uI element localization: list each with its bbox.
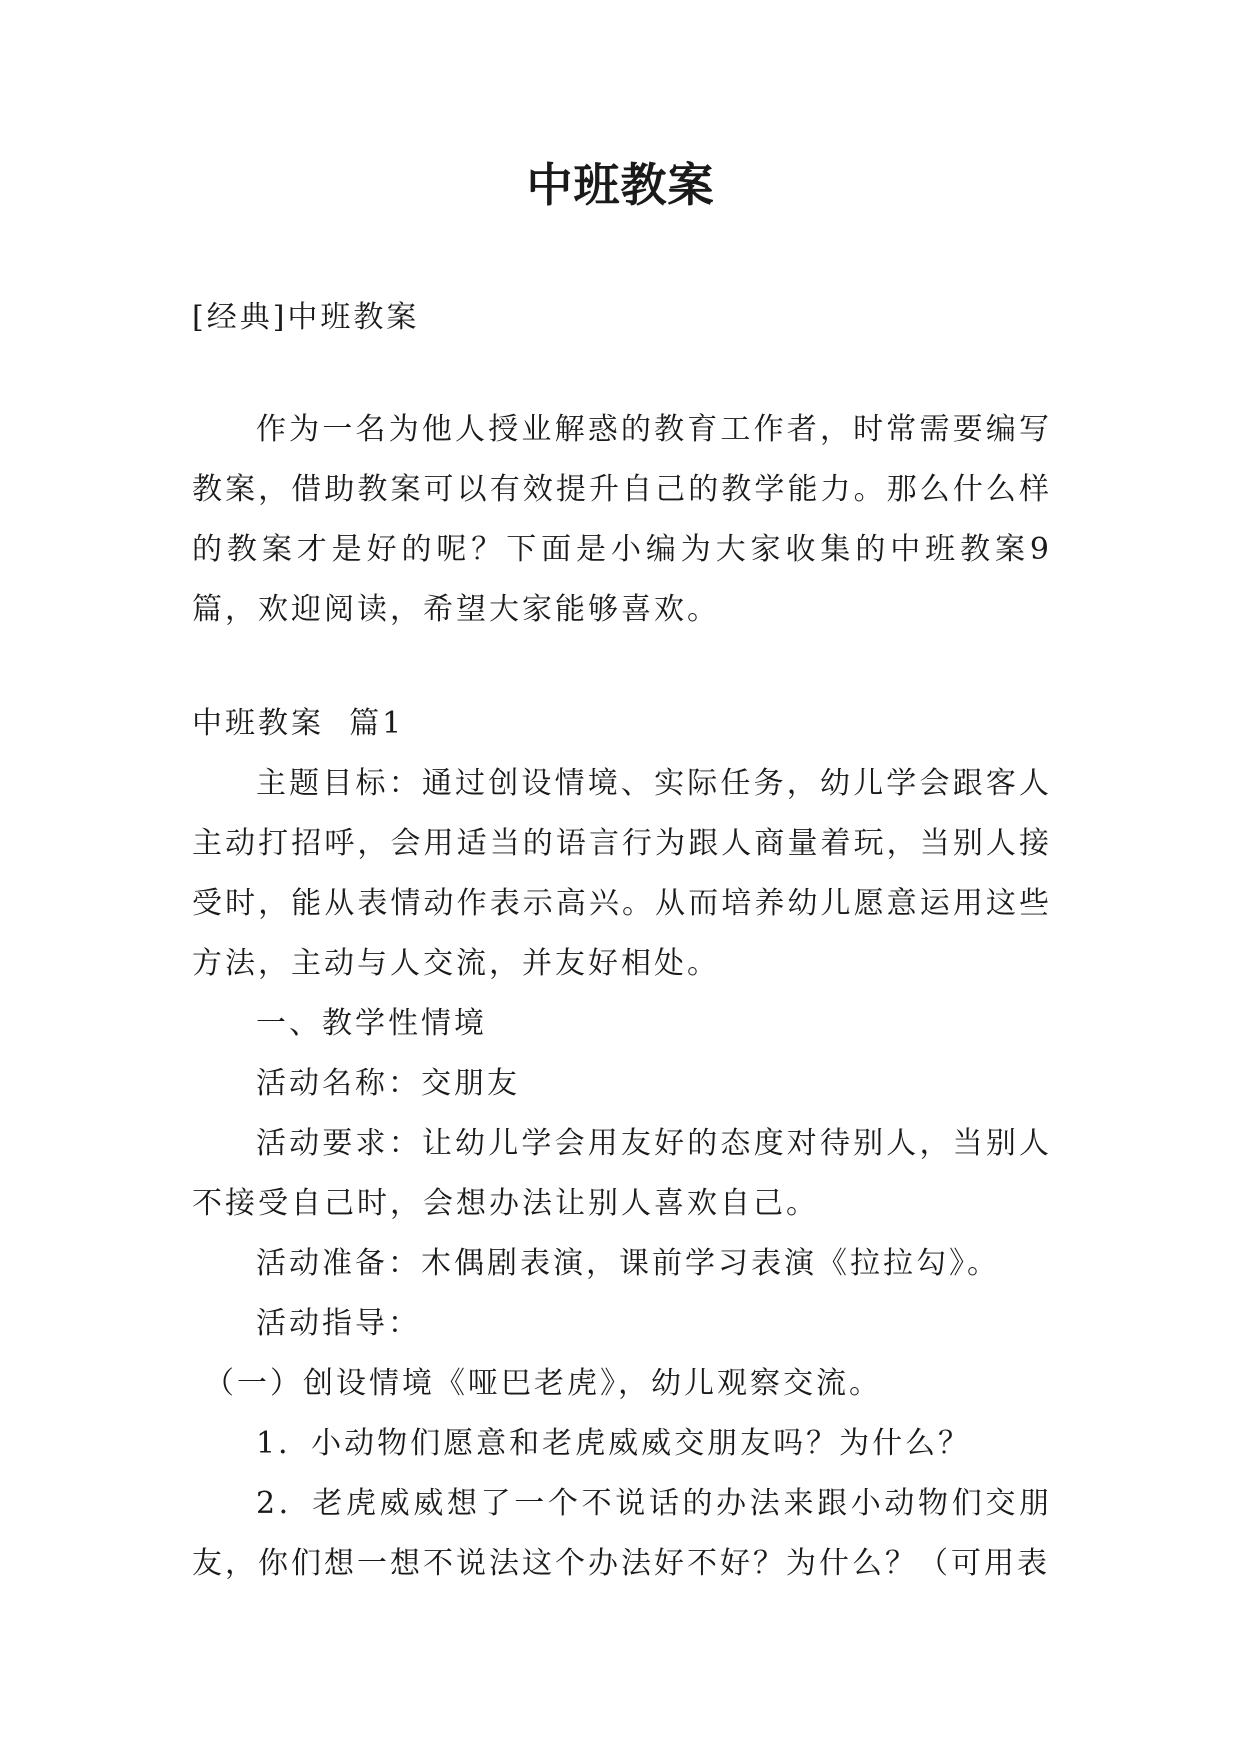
paragraph-subsection-1: （一）创设情境《哑巴老虎》，幼儿观察交流。 [204, 1366, 882, 1401]
section-heading: 中班教案 篇1 [192, 706, 405, 741]
intro-paragraph: 作为一名为他人授业解惑的教育工作者，时常需要编写教案，借助教案可以有效提升自己的教学能力。那么什么样的教案才是好的呢？下面是小编为大家收集的中班教案9篇，欢迎阅读，希望大家能够喜欢。 [192, 412, 1052, 627]
paragraph-activity-name: 活动名称：交朋友 [256, 1066, 520, 1101]
document-subtitle: [经典]中班教案 [192, 300, 420, 335]
document-title: 中班教案 [526, 158, 715, 212]
paragraph-question-1: 1．小动物们愿意和老虎威威交朋友吗？为什么？ [256, 1426, 972, 1461]
paragraph-teaching-context: 一、教学性情境 [256, 1006, 487, 1041]
paragraph-activity-preparation: 活动准备：木偶剧表演，课前学习表演《拉拉勾》。 [256, 1246, 1000, 1281]
paragraph-question-2: 2．老虎威威想了一个不说话的办法来跟小动物们交朋友，你们想一想不说法这个办法好不好？为什么？（可用表 [192, 1486, 1052, 1581]
paragraph-activity-requirement: 活动要求：让幼儿学会用友好的态度对待别人，当别人不接受自己时，会想办法让别人喜欢自己。 [192, 1126, 1052, 1221]
section-1 [192, 694, 1052, 1594]
paragraph-activity-guidance: 活动指导： [256, 1306, 421, 1341]
paragraph-theme-goal: 主题目标：通过创设情境、实际任务，幼儿学会跟客人主动打招呼，会用适当的语言行为跟人商量着玩，当别人接受时，能从表情动作表示高兴。从而培养幼儿愿意运用这些方法，主动与人交流，并友好相处。 [192, 766, 1052, 981]
